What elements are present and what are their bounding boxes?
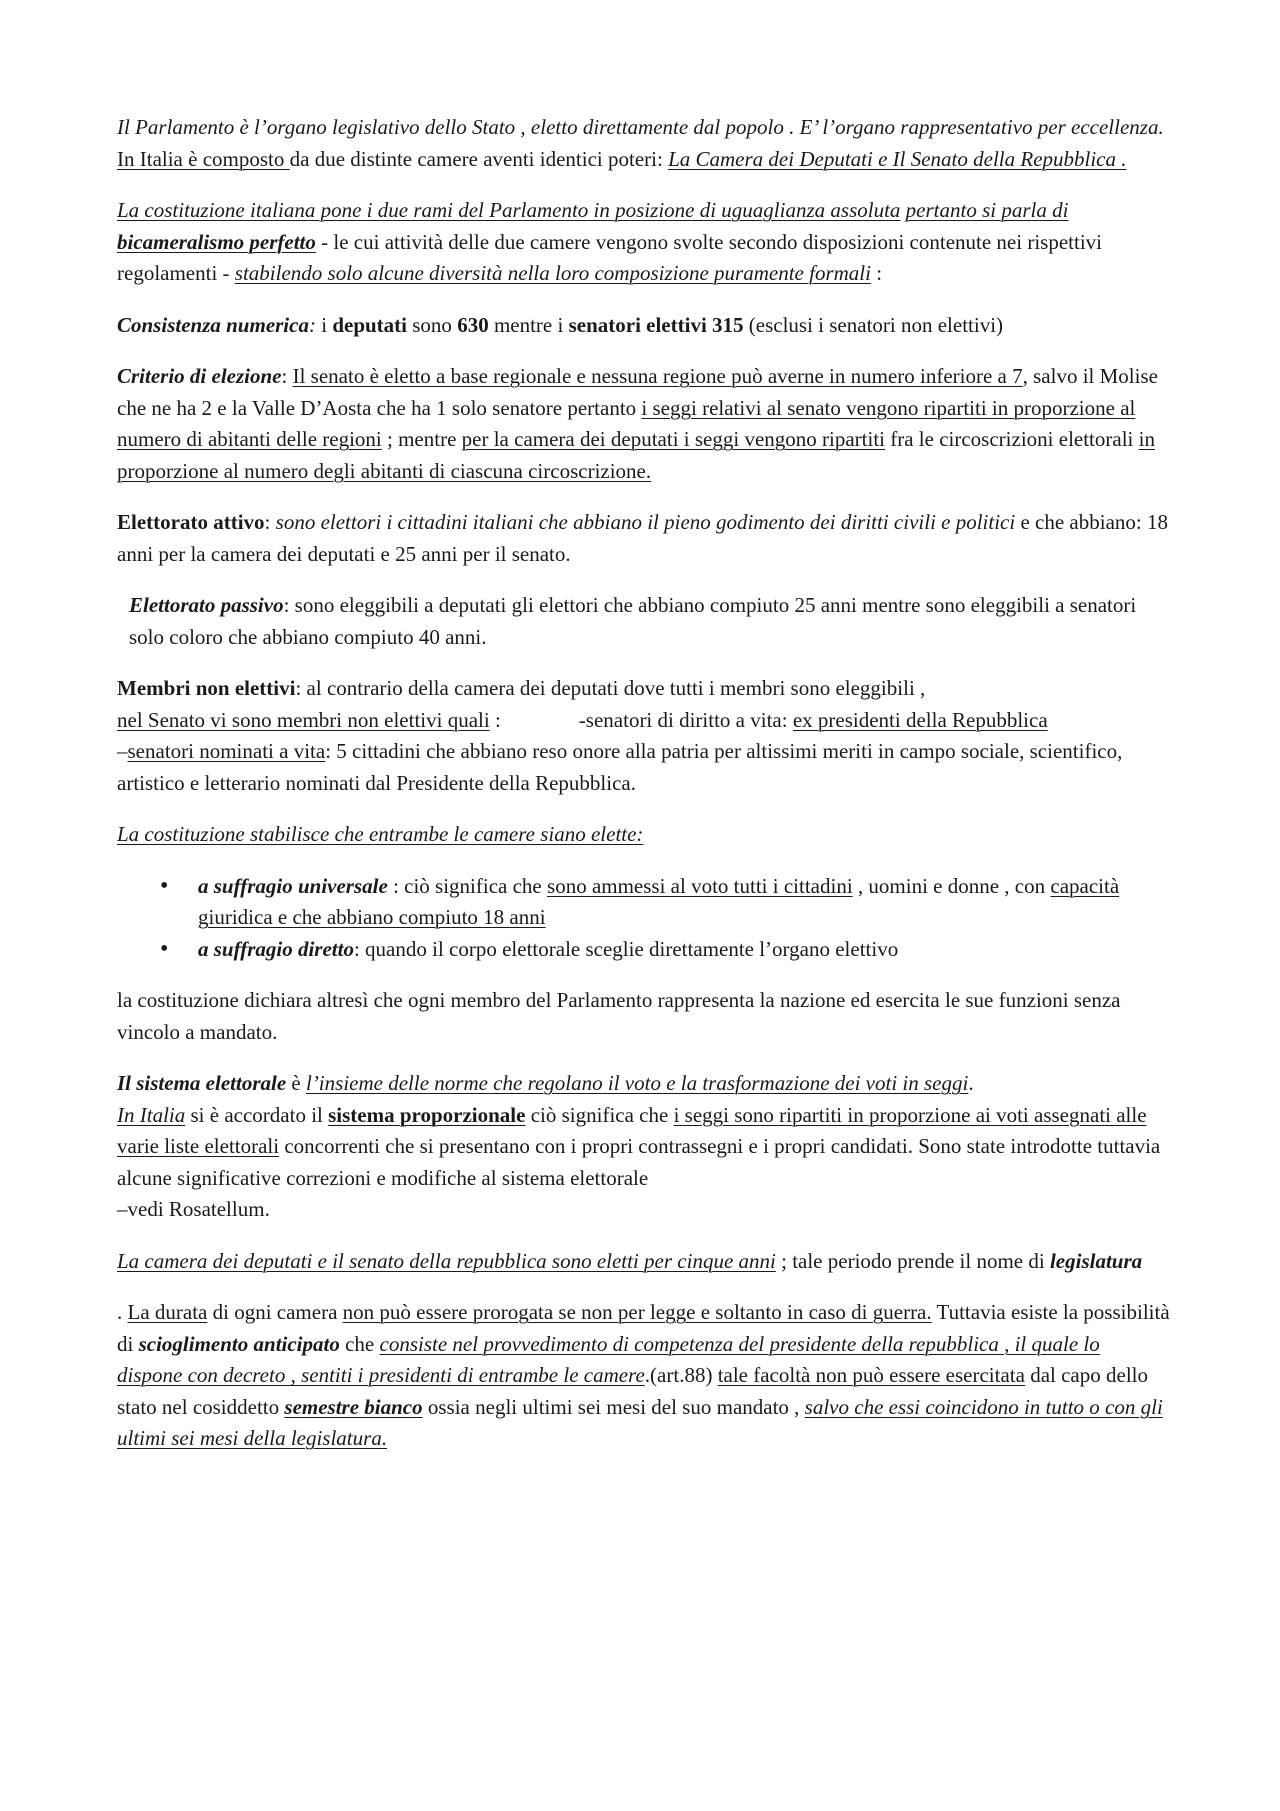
text-span: sono elettori i cittadini italiani che abbiano il pieno godimento dei diritti civili e politici	[275, 510, 1016, 534]
text-span: i seggi relativi al senato vengono ripartiti in proporzione al numero di abitanti delle regioni	[117, 395, 1136, 451]
paragraph-durata-scioglimento	[117, 1297, 1170, 1455]
text-span: :	[489, 707, 501, 732]
text-span: :	[308, 312, 316, 337]
list-item-suffragio-diretto	[117, 934, 1170, 966]
text-span: deputati	[332, 312, 407, 337]
text-span: - le cui attività delle due camere vengono svolte secondo disposizioni contenute nei rispettivi regolamenti -	[117, 229, 1102, 285]
text-span: i	[315, 312, 333, 337]
text-span: :	[870, 261, 883, 285]
text-span: è	[286, 1071, 306, 1095]
paragraph-vincolo-mandato	[117, 985, 1170, 1048]
text-span: La camera dei deputati e il senato della repubblica sono eletti per cinque anni	[117, 1248, 776, 1273]
text-span: in proporzione al numero degli abitanti di ciascuna circoscrizione.	[117, 427, 1155, 483]
text-span: :	[264, 510, 276, 534]
text-span: a suffragio diretto	[198, 936, 354, 961]
text-span: Criterio di elezione	[117, 364, 282, 388]
text-span: legislatura	[1049, 1248, 1143, 1273]
text-span: da due distinte camere aventi identici poteri:	[289, 146, 669, 171]
text-span: ; tale periodo prende il nome di	[775, 1248, 1050, 1273]
text-span: sistema proporzionale	[328, 1102, 526, 1127]
text-span: La costituzione stabilisce che entrambe le camere siano elette:	[117, 822, 644, 846]
text-span: sono ammessi al voto tutti i cittadini	[547, 873, 853, 898]
paragraph-elezione-camere	[117, 819, 1170, 851]
text-span: ex presidenti della Repubblica	[792, 707, 1048, 732]
text-span: , uomini e donne , con	[852, 873, 1051, 898]
text-span: –vedi Rosatellum.	[117, 1197, 270, 1221]
text-span: i seggi sono ripartiti in proporzione ai voti assegnati alle varie liste elettorali	[117, 1102, 1147, 1158]
text-span: Consistenza numerica	[117, 312, 309, 337]
paragraph-membri-non-elettivi	[117, 673, 1170, 799]
text-span: , salvo il Molise che ne ha 2 e la Valle D’Aosta che ha 1 solo senatore pertanto	[117, 364, 1158, 420]
text-span: Elettorato attivo	[117, 510, 265, 534]
text-span: fra le circoscrizioni elettorali	[885, 427, 1139, 451]
text-span: ciò significa che	[525, 1102, 674, 1127]
bullet-list	[117, 871, 1170, 966]
text-span: ; mentre	[381, 427, 462, 451]
text-span: di ogni camera	[207, 1300, 343, 1324]
text-span: La durata	[127, 1300, 208, 1324]
text-span: che	[339, 1331, 380, 1356]
text-span: capacità giuridica e che abbiano compiuto 18 anni	[198, 873, 1120, 929]
text-span: tale facoltà non può essere esercitata	[717, 1363, 1025, 1387]
text-span: -senatori di diritto a vita:	[578, 707, 793, 732]
text-span: (esclusi i senatori non elettivi)	[743, 312, 1004, 337]
text-span: e che abbiano: 18 anni per la camera dei deputati e 25 anni per il senato.	[117, 510, 1168, 566]
paragraph-parlamento-definition	[117, 112, 1170, 175]
text-span: consiste nel provvedimento di competenza del presidente della repubblica , il quale lo dispone con decreto , sentiti i presidenti di entrambe le camere	[117, 1331, 1100, 1387]
paragraph-sistema-elettorale	[117, 1068, 1170, 1226]
text-span: In Italia è composto	[117, 146, 290, 171]
text-span: Il Parlamento è l’organo legislativo dello Stato , eletto direttamente dal popolo . E’ l’organo rappresentativo per eccellenza.	[117, 115, 1164, 139]
text-span: per la camera dei deputati i seggi vengono ripartiti	[461, 427, 885, 451]
text-span: : sono eleggibili a deputati gli elettori che abbiano compiuto 25 anni mentre sono eleggibili a senatori solo coloro che abbiano compiuto 40 anni.	[129, 593, 1137, 649]
text-span: : al contrario della camera dei deputati dove tutti i membri sono eleggibili ,	[295, 676, 926, 700]
text-span: ossia negli ultimi sei mesi del suo mandato ,	[422, 1394, 805, 1419]
text-span: salvo che essi coincidono in tutto o con gli ultimi sei mesi della legislatura.	[117, 1394, 1163, 1450]
text-span: .(art.88)	[644, 1363, 718, 1387]
text-span: senatori nominati a vita	[127, 739, 326, 763]
text-span: :	[281, 364, 293, 388]
text-span: : ciò significa che	[387, 873, 548, 898]
text-span: concorrenti che si presentano con i propri contrassegni e i propri candidati. Sono state introdotte tuttavia alcune significative correzioni e modifiche al sistema elettorale	[117, 1134, 1161, 1190]
text-span: a suffragio universale	[198, 873, 388, 898]
text-span: nel Senato vi sono membri non elettivi quali	[117, 707, 490, 732]
text-span: semestre bianco	[284, 1394, 423, 1419]
text-span: La Camera dei Deputati e Il Senato della Repubblica .	[668, 146, 1127, 171]
text-span: .	[968, 1071, 974, 1095]
text-span: In Italia	[117, 1102, 186, 1127]
text-span: –	[117, 739, 128, 763]
paragraph-elettorato-attivo	[117, 507, 1170, 570]
paragraph-bicameralismo	[117, 195, 1170, 290]
text-span: dal capo dello stato nel cosiddetto	[117, 1363, 1148, 1419]
text-span: scioglimento anticipato	[138, 1331, 340, 1356]
text-span: 630	[457, 312, 489, 337]
paragraph-elettorato-passivo	[117, 590, 1170, 653]
text-span: bicameralismo perfetto	[117, 229, 316, 254]
list-item-suffragio-universale	[117, 871, 1170, 934]
paragraph-criterio-elezione	[117, 361, 1170, 487]
text-span: .	[117, 1300, 128, 1324]
text-span: si è accordato il	[185, 1102, 329, 1127]
text-span: : quando il corpo elettorale sceglie direttamente l’organo elettivo	[353, 936, 899, 961]
paragraph-consistenza-numerica	[117, 310, 1170, 342]
text-span: La costituzione italiana pone i due rami del Parlamento in posizione di uguaglianza assoluta	[117, 198, 901, 222]
text-span: mentre i	[488, 312, 569, 337]
text-span: non può essere prorogata se non per legge e soltanto in caso di guerra.	[342, 1300, 932, 1324]
paragraph-legislatura	[117, 1246, 1170, 1278]
text-span: : 5 cittadini che abbiano reso onore alla patria per altissimi meriti in campo sociale, scientifico, artistico e letterario nominati dal Presidente della Repubblica.	[117, 739, 1123, 795]
text-span: l’insieme delle norme che regolano il voto e la trasformazione dei voti in seggi	[305, 1071, 969, 1095]
text-span: Il senato è eletto a base regionale e nessuna regione può averne in numero inferiore a 7	[292, 364, 1023, 388]
text-span: Tuttavia esiste la possibilità di	[117, 1300, 1170, 1356]
text-span: stabilendo solo alcune diversità nella loro composizione puramente formali	[234, 261, 871, 285]
text-span: Elettorato passivo	[129, 593, 284, 617]
text-span: sono	[407, 312, 458, 337]
text-span: senatori elettivi 315	[568, 312, 744, 337]
text-span: la costituzione dichiara altresì che ogni membro del Parlamento rappresenta la nazione ed esercita le sue funzioni senza vincolo a mandato.	[117, 988, 1121, 1044]
text-span: pertanto si parla di	[905, 198, 1069, 222]
text-span: Membri non elettivi	[117, 676, 296, 700]
text-span: Il sistema elettorale	[117, 1071, 287, 1095]
